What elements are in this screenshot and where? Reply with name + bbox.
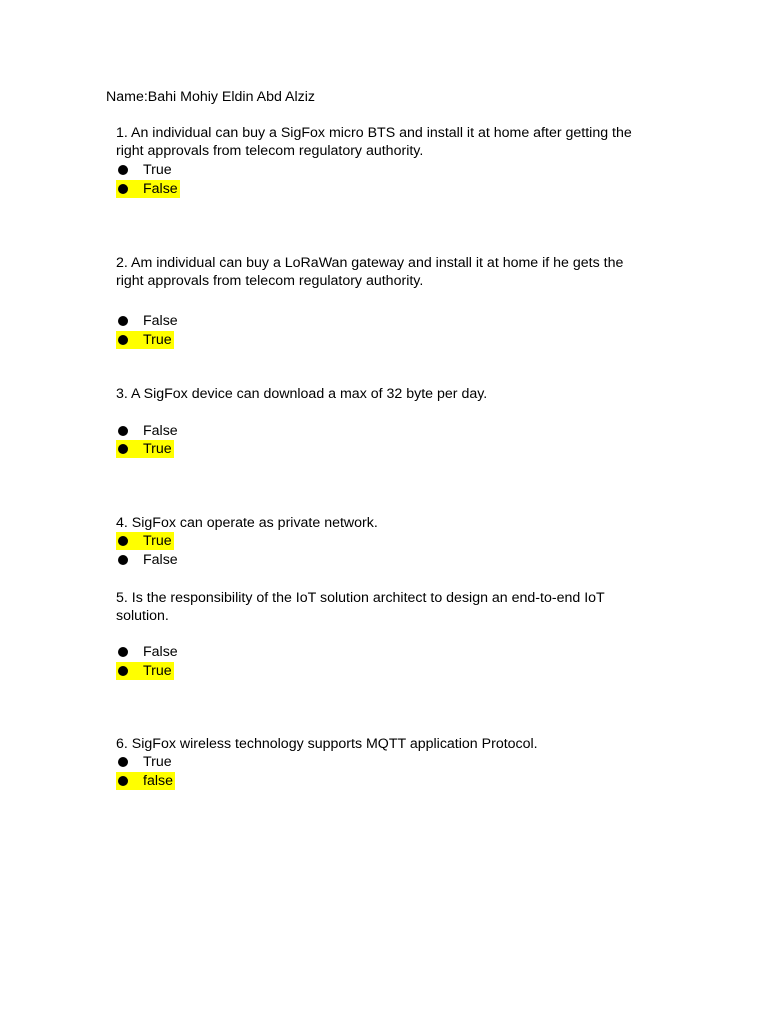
question-5-option-2-highlighted (116, 662, 174, 680)
question-3-text-line-1: 3. A SigFox device can download a max of 32 byte per day. (116, 386, 488, 402)
option-label: True (143, 533, 172, 549)
question-1-text-line-1: 1. An individual can buy a SigFox micro BTS and install it at home after getting the (116, 125, 632, 141)
option-label: false (143, 773, 173, 789)
student-name: Name:Bahi Mohiy Eldin Abd Alziz (106, 89, 315, 105)
question-1-option-2-highlighted (116, 180, 180, 198)
option-label: True (143, 754, 172, 770)
question-5-option-1 (116, 643, 178, 661)
question-3-option-1 (116, 422, 178, 440)
option-label: False (143, 313, 178, 329)
bullet-icon (118, 757, 128, 767)
question-6-option-1 (116, 753, 172, 771)
bullet-icon (118, 316, 128, 326)
option-label: True (143, 332, 172, 348)
option-label: False (143, 181, 178, 197)
option-label: True (143, 663, 172, 679)
question-2-option-2-highlighted (116, 331, 174, 349)
question-5-text-line-2: solution. (116, 608, 169, 624)
question-5-text-line-1: 5. Is the responsibility of the IoT solution architect to design an end-to-end IoT (116, 590, 605, 606)
question-1-text-line-2: right approvals from telecom regulatory authority. (116, 143, 424, 159)
question-3-option-2-highlighted (116, 440, 174, 458)
bullet-icon (118, 555, 128, 565)
bullet-icon (118, 776, 128, 786)
bullet-icon (118, 184, 128, 194)
bullet-icon (118, 666, 128, 676)
option-label: False (143, 644, 178, 660)
question-6-option-2-highlighted (116, 772, 175, 790)
question-4-option-1-highlighted (116, 532, 174, 550)
option-label: False (143, 423, 178, 439)
option-label: True (143, 162, 172, 178)
question-2-option-1 (116, 312, 178, 330)
option-label: False (143, 552, 178, 568)
bullet-icon (118, 165, 128, 175)
bullet-icon (118, 647, 128, 657)
question-4-text-line-1: 4. SigFox can operate as private network. (116, 515, 378, 531)
question-2-text-line-2: right approvals from telecom regulatory authority. (116, 273, 424, 289)
bullet-icon (118, 536, 128, 546)
question-2-text-line-1: 2. Am individual can buy a LoRaWan gateway and install it at home if he gets the (116, 255, 624, 271)
bullet-icon (118, 426, 128, 436)
question-6-text-line-1: 6. SigFox wireless technology supports MQTT application Protocol. (116, 736, 538, 752)
bullet-icon (118, 335, 128, 345)
bullet-icon (118, 444, 128, 454)
option-label: True (143, 441, 172, 457)
question-4-option-2 (116, 551, 178, 569)
question-1-option-1 (116, 161, 172, 179)
